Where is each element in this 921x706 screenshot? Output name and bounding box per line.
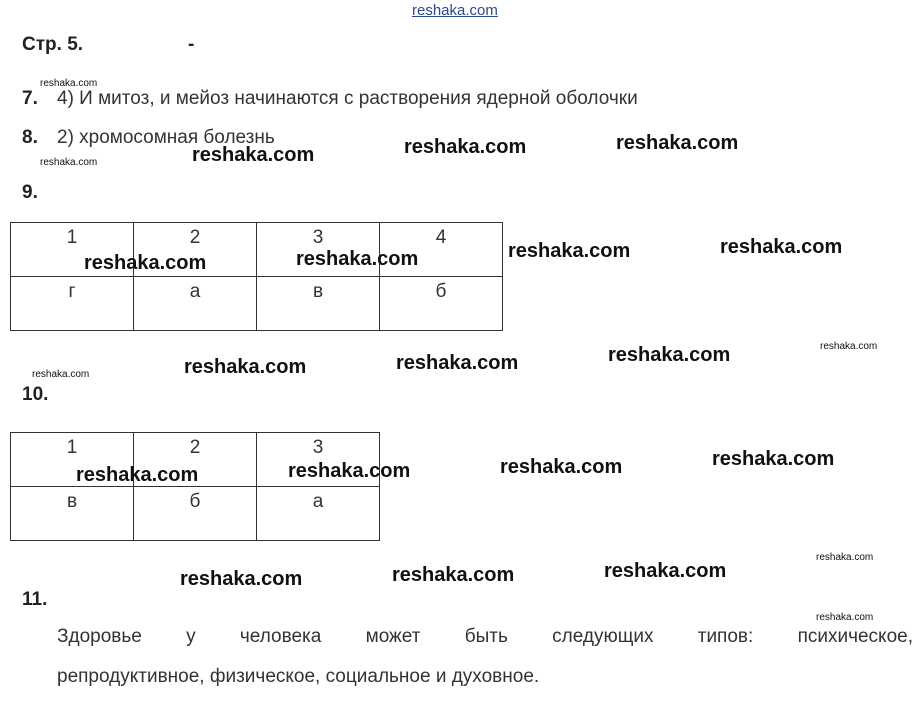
table-cell: г (11, 277, 134, 331)
table-header-cell: 3 (257, 223, 380, 277)
watermark: reshaka.com (84, 252, 207, 274)
question-8-number: 8. (22, 127, 38, 148)
watermark-small: reshaka.com (40, 157, 98, 168)
table-cell: в (11, 487, 134, 541)
watermark: reshaka.com (180, 568, 303, 590)
table-header-cell: 3 (257, 433, 380, 487)
table-header-cell: 2 (134, 433, 257, 487)
title-dash: - (188, 34, 195, 55)
question-7-number: 7. (22, 88, 38, 109)
watermark: reshaka.com (608, 344, 731, 366)
table-header-cell: 4 (380, 223, 503, 277)
table-row (11, 277, 503, 331)
question-8-answer: 2) хромосомная болезнь (57, 127, 275, 148)
watermark: reshaka.com (604, 560, 727, 582)
watermark: reshaka.com (392, 564, 515, 586)
watermark: reshaka.com (296, 248, 419, 270)
watermark: reshaka.com (184, 356, 307, 378)
watermark-small: reshaka.com (820, 341, 878, 352)
table-cell: а (257, 487, 380, 541)
question-7-answer: 4) И митоз, и мейоз начинаются с растворения ядерной оболочки (57, 88, 638, 109)
watermark: reshaka.com (500, 456, 623, 478)
table-header-cell: 1 (11, 433, 134, 487)
page-title: Стр. 5. (22, 34, 84, 55)
question-9-number: 9. (22, 182, 38, 203)
watermark: reshaka.com (404, 136, 527, 158)
table-header-cell: 1 (11, 223, 134, 277)
watermark: reshaka.com (712, 448, 835, 470)
table-row (11, 487, 380, 541)
watermark: reshaka.com (720, 236, 843, 258)
watermark: reshaka.com (396, 352, 519, 374)
table-cell: б (380, 277, 503, 331)
watermark-small: reshaka.com (816, 612, 874, 623)
watermark: reshaka.com (288, 460, 411, 482)
table-header-cell: 2 (134, 223, 257, 277)
watermark: reshaka.com (508, 240, 631, 262)
table-cell: в (257, 277, 380, 331)
question-11-line-2: репродуктивное, физическое, социальное и духовное. (57, 666, 540, 687)
watermark: reshaka.com (76, 464, 199, 486)
question-9-table (10, 222, 503, 331)
table-cell: а (134, 277, 257, 331)
watermark: reshaka.com (192, 144, 315, 166)
question-10-number: 10. (22, 384, 49, 405)
watermark: reshaka.com (616, 132, 739, 154)
watermark-small: reshaka.com (40, 78, 98, 89)
watermark-small: reshaka.com (32, 369, 90, 380)
table-cell: б (134, 487, 257, 541)
header-watermark[interactable]: reshaka.com (412, 2, 498, 19)
question-11-line-1: Здоровье у человека может быть следующих типов: психическое, (57, 626, 913, 647)
question-11-number: 11. (22, 589, 48, 610)
watermark-small: reshaka.com (816, 552, 874, 563)
